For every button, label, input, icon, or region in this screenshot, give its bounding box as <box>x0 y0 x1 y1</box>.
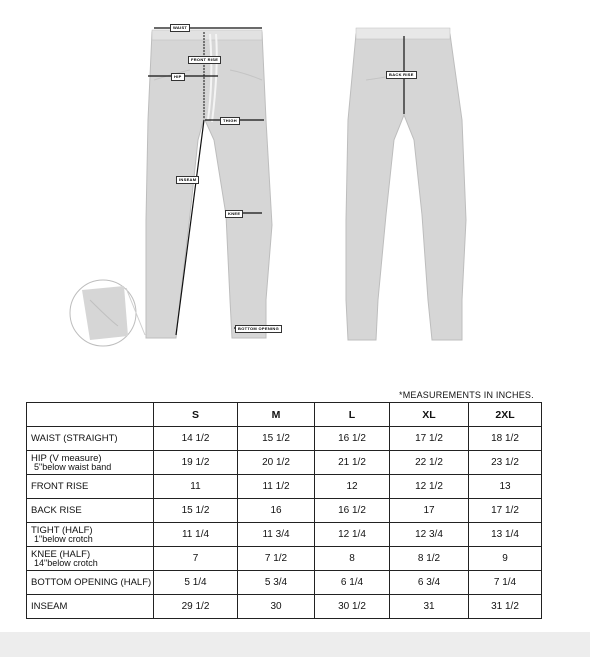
table-cell: 30 <box>238 595 315 619</box>
table-cell: 19 1/2 <box>154 451 238 475</box>
row-label-text: FRONT RISE <box>31 481 89 492</box>
row-label <box>27 427 154 451</box>
knee-tag: KNEE <box>225 210 243 218</box>
row-label <box>27 595 154 619</box>
header-empty <box>27 403 154 427</box>
front-rise-tag: FRONT RISE <box>188 56 221 64</box>
table-cell: 20 1/2 <box>238 451 315 475</box>
table-cell: 7 <box>154 547 238 571</box>
inseam-tag: INSEAM <box>176 176 199 184</box>
header-size: M <box>238 403 315 427</box>
bottom-opening-tag: BOTTOM OPENING <box>235 325 282 333</box>
table-cell: 11 1/4 <box>154 523 238 547</box>
table-cell: 14 1/2 <box>154 427 238 451</box>
row-label-text: HIP (V measure) <box>31 452 102 464</box>
header-size: XL <box>390 403 469 427</box>
table-cell: 15 1/2 <box>154 499 238 523</box>
table-cell: 16 1/2 <box>315 427 390 451</box>
hip-tag: HIP <box>171 73 185 81</box>
table-cell: 29 1/2 <box>154 595 238 619</box>
table-cell: 5 3/4 <box>238 571 315 595</box>
table-row <box>27 427 542 451</box>
table-cell: 8 <box>315 547 390 571</box>
table-row <box>27 499 542 523</box>
table-cell: 30 1/2 <box>315 595 390 619</box>
table-cell: 6 1/4 <box>315 571 390 595</box>
row-label <box>27 523 154 547</box>
table-cell: 13 <box>469 475 542 499</box>
table-cell: 17 <box>390 499 469 523</box>
table-row <box>27 451 542 475</box>
table-cell: 7 1/4 <box>469 571 542 595</box>
table-row <box>27 523 542 547</box>
table-cell: 11 <box>154 475 238 499</box>
table-cell: 11 3/4 <box>238 523 315 547</box>
row-label-text: TIGHT (HALF) <box>31 524 93 536</box>
table-row <box>27 547 542 571</box>
table-cell: 5 1/4 <box>154 571 238 595</box>
row-label-text: WAIST (STRAIGHT) <box>31 433 118 444</box>
row-label <box>27 547 154 571</box>
waist-tag: WAIST <box>170 24 190 32</box>
row-label-text: BOTTOM OPENING (HALF) <box>31 577 152 588</box>
table-cell: 7 1/2 <box>238 547 315 571</box>
row-label-text: BACK RISE <box>31 505 82 516</box>
table-cell: 12 1/2 <box>390 475 469 499</box>
table-row <box>27 595 542 619</box>
table-cell: 23 1/2 <box>469 451 542 475</box>
size-chart-table <box>26 402 542 619</box>
row-label-sub: 5"below waist band <box>34 461 112 472</box>
table-cell: 13 1/4 <box>469 523 542 547</box>
table-cell: 15 1/2 <box>238 427 315 451</box>
row-label <box>27 499 154 523</box>
row-label <box>27 571 154 595</box>
measurement-note: *MEASUREMENTS IN INCHES. <box>399 390 534 400</box>
table-cell: 12 3/4 <box>390 523 469 547</box>
header-size: S <box>154 403 238 427</box>
table-row <box>27 571 542 595</box>
row-label-sub: 14"below crotch <box>34 557 98 568</box>
row-label <box>27 475 154 499</box>
table-row <box>27 475 542 499</box>
table-cell: 9 <box>469 547 542 571</box>
table-cell: 11 1/2 <box>238 475 315 499</box>
row-label-text: INSEAM <box>31 601 68 612</box>
table-cell: 18 1/2 <box>469 427 542 451</box>
bottom-band <box>0 632 590 657</box>
table-cell: 17 1/2 <box>390 427 469 451</box>
table-cell: 8 1/2 <box>390 547 469 571</box>
table-cell: 17 1/2 <box>469 499 542 523</box>
table-cell: 6 3/4 <box>390 571 469 595</box>
table-cell: 16 <box>238 499 315 523</box>
table-cell: 12 <box>315 475 390 499</box>
table-cell: 22 1/2 <box>390 451 469 475</box>
header-size: L <box>315 403 390 427</box>
table-cell: 31 1/2 <box>469 595 542 619</box>
table-cell: 12 1/4 <box>315 523 390 547</box>
table-cell: 21 1/2 <box>315 451 390 475</box>
back-rise-tag: BACK RISE <box>386 71 417 79</box>
thigh-tag: THIGH <box>220 117 240 125</box>
row-label <box>27 451 154 475</box>
row-label-sub: 1"below crotch <box>34 533 93 544</box>
table-cell: 31 <box>390 595 469 619</box>
table-header-row <box>27 403 542 427</box>
header-size: 2XL <box>469 403 542 427</box>
table-cell: 16 1/2 <box>315 499 390 523</box>
row-label-text: KNEE (HALF) <box>31 548 91 560</box>
